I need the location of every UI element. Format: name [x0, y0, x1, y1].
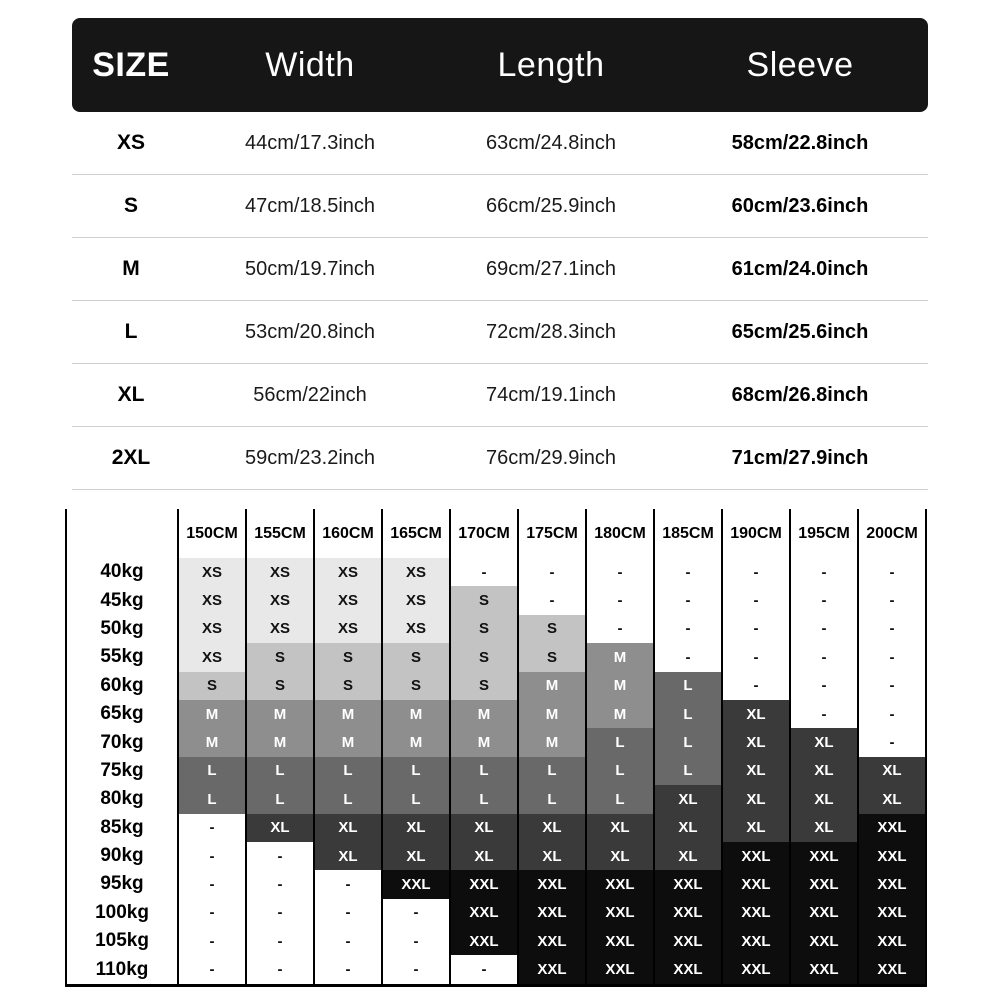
matrix-size-cell: XXL: [859, 955, 927, 983]
matrix-size-cell: XXL: [519, 927, 587, 955]
matrix-size-cell: L: [655, 728, 723, 756]
matrix-size-cell: XS: [315, 615, 383, 643]
matrix-size-cell: S: [315, 643, 383, 671]
matrix-size-cell: L: [383, 785, 451, 813]
size-label: 2XL: [111, 446, 151, 469]
matrix-size-cell: XXL: [859, 899, 927, 927]
matrix-row: [67, 899, 927, 927]
matrix-header-row: [67, 509, 927, 558]
matrix-size-cell: L: [247, 785, 315, 813]
weight-label: 45kg: [67, 586, 179, 614]
matrix-size-cell: XS: [179, 586, 247, 614]
matrix-row: [67, 615, 927, 643]
weight-label: 90kg: [67, 842, 179, 870]
weight-label: 50kg: [67, 615, 179, 643]
sleeve-value: 71cm/27.9inch: [731, 446, 869, 469]
sleeve-value: 65cm/25.6inch: [731, 320, 869, 343]
matrix-size-cell: -: [247, 927, 315, 955]
matrix-size-cell: -: [247, 870, 315, 898]
matrix-size-cell: L: [587, 728, 655, 756]
matrix-size-cell: -: [859, 643, 927, 671]
matrix-size-cell: XXL: [587, 927, 655, 955]
matrix-size-cell: -: [519, 586, 587, 614]
weight-label: 110kg: [67, 955, 179, 983]
matrix-size-cell: M: [179, 700, 247, 728]
size-table-body: [72, 112, 928, 490]
size-label: XS: [116, 131, 145, 154]
height-header-cell: 160CM: [315, 509, 383, 558]
height-header-cell: 200CM: [859, 509, 927, 558]
matrix-size-cell: -: [383, 899, 451, 927]
width-value: 56cm/22inch: [253, 383, 367, 406]
matrix-size-cell: -: [315, 899, 383, 927]
matrix-size-cell: L: [315, 785, 383, 813]
matrix-size-cell: XS: [247, 586, 315, 614]
matrix-size-cell: XL: [383, 842, 451, 870]
matrix-size-cell: XXL: [451, 927, 519, 955]
column-header-sleeve: Sleeve: [746, 45, 854, 84]
matrix-size-cell: -: [179, 927, 247, 955]
matrix-size-cell: XL: [791, 785, 859, 813]
matrix-corner-cell: [67, 509, 179, 558]
matrix-size-cell: XXL: [451, 870, 519, 898]
height-weight-matrix: [65, 509, 927, 987]
matrix-size-cell: -: [587, 615, 655, 643]
matrix-size-cell: -: [791, 586, 859, 614]
weight-label: 40kg: [67, 558, 179, 586]
matrix-row: [67, 672, 927, 700]
matrix-size-cell: -: [791, 615, 859, 643]
matrix-size-cell: XXL: [723, 955, 791, 983]
matrix-size-cell: L: [451, 785, 519, 813]
matrix-size-cell: XL: [655, 814, 723, 842]
height-header-cell: 150CM: [179, 509, 247, 558]
garment-size-table: [72, 18, 928, 490]
matrix-size-cell: -: [179, 842, 247, 870]
matrix-size-cell: XL: [859, 757, 927, 785]
matrix-row: [67, 558, 927, 586]
matrix-size-cell: M: [587, 672, 655, 700]
matrix-size-cell: -: [655, 586, 723, 614]
matrix-size-cell: XS: [179, 615, 247, 643]
matrix-row: [67, 643, 927, 671]
matrix-size-cell: XXL: [791, 870, 859, 898]
matrix-size-cell: S: [451, 672, 519, 700]
matrix-size-cell: -: [859, 700, 927, 728]
matrix-size-cell: -: [723, 643, 791, 671]
matrix-size-cell: XL: [451, 842, 519, 870]
matrix-size-cell: S: [383, 643, 451, 671]
matrix-size-cell: XL: [383, 814, 451, 842]
matrix-row: [67, 814, 927, 842]
height-header-cell: 175CM: [519, 509, 587, 558]
matrix-size-cell: XXL: [723, 870, 791, 898]
height-header-cell: 190CM: [723, 509, 791, 558]
matrix-size-cell: -: [247, 955, 315, 983]
matrix-size-cell: M: [519, 728, 587, 756]
height-header-cell: 185CM: [655, 509, 723, 558]
matrix-size-cell: -: [791, 643, 859, 671]
matrix-size-cell: XS: [179, 558, 247, 586]
matrix-size-cell: M: [383, 700, 451, 728]
matrix-size-cell: XL: [587, 814, 655, 842]
matrix-size-cell: M: [519, 700, 587, 728]
weight-label: 95kg: [67, 870, 179, 898]
matrix-size-cell: M: [451, 700, 519, 728]
weight-label: 65kg: [67, 700, 179, 728]
matrix-size-cell: XXL: [791, 899, 859, 927]
matrix-size-cell: XXL: [451, 899, 519, 927]
matrix-size-cell: XXL: [791, 927, 859, 955]
sleeve-value: 68cm/26.8inch: [731, 383, 869, 406]
matrix-size-cell: -: [315, 870, 383, 898]
size-label: S: [123, 194, 138, 217]
matrix-size-cell: -: [791, 558, 859, 586]
matrix-size-cell: L: [587, 757, 655, 785]
matrix-size-cell: -: [451, 955, 519, 983]
matrix-size-cell: XXL: [859, 927, 927, 955]
size-table-row: [72, 364, 928, 427]
matrix-size-cell: XXL: [383, 870, 451, 898]
matrix-size-cell: -: [587, 586, 655, 614]
matrix-size-cell: S: [519, 643, 587, 671]
matrix-size-cell: XS: [315, 586, 383, 614]
matrix-size-cell: -: [587, 558, 655, 586]
matrix-size-cell: XS: [383, 558, 451, 586]
matrix-size-cell: XXL: [655, 899, 723, 927]
matrix-size-cell: L: [179, 757, 247, 785]
matrix-size-cell: XXL: [791, 955, 859, 983]
weight-label: 60kg: [67, 672, 179, 700]
sleeve-value: 60cm/23.6inch: [731, 194, 869, 217]
matrix-size-cell: -: [383, 927, 451, 955]
matrix-size-cell: XL: [247, 814, 315, 842]
matrix-size-cell: -: [791, 672, 859, 700]
matrix-row: [67, 757, 927, 785]
weight-label: 55kg: [67, 643, 179, 671]
weight-label: 75kg: [67, 757, 179, 785]
size-table-row: [72, 301, 928, 364]
matrix-size-cell: M: [179, 728, 247, 756]
matrix-size-cell: XS: [383, 586, 451, 614]
matrix-size-cell: XL: [723, 728, 791, 756]
matrix-size-cell: XXL: [519, 899, 587, 927]
matrix-size-cell: XL: [519, 814, 587, 842]
matrix-size-cell: M: [247, 728, 315, 756]
matrix-row: [67, 700, 927, 728]
matrix-row: [67, 870, 927, 898]
width-value: 47cm/18.5inch: [244, 194, 376, 217]
matrix-size-cell: XXL: [859, 814, 927, 842]
height-header-cell: 180CM: [587, 509, 655, 558]
matrix-size-cell: S: [519, 615, 587, 643]
matrix-size-cell: S: [383, 672, 451, 700]
matrix-size-cell: XXL: [655, 927, 723, 955]
length-value: 72cm/28.3inch: [485, 320, 617, 343]
height-header-cell: 155CM: [247, 509, 315, 558]
matrix-size-cell: XS: [179, 643, 247, 671]
matrix-size-cell: XL: [315, 842, 383, 870]
matrix-size-cell: M: [587, 700, 655, 728]
matrix-size-cell: XXL: [519, 870, 587, 898]
matrix-size-cell: XL: [791, 757, 859, 785]
size-table-row: [72, 427, 928, 490]
matrix-size-cell: L: [519, 757, 587, 785]
matrix-size-cell: XL: [723, 757, 791, 785]
matrix-size-cell: -: [519, 558, 587, 586]
matrix-size-cell: XS: [247, 615, 315, 643]
matrix-row: [67, 586, 927, 614]
matrix-row: [67, 728, 927, 756]
length-value: 63cm/24.8inch: [485, 131, 617, 154]
matrix-size-cell: L: [655, 700, 723, 728]
matrix-size-cell: XXL: [859, 870, 927, 898]
matrix-size-cell: -: [723, 672, 791, 700]
matrix-size-cell: S: [247, 643, 315, 671]
size-label: M: [122, 257, 140, 280]
height-header-cell: 170CM: [451, 509, 519, 558]
matrix-size-cell: XXL: [859, 842, 927, 870]
weight-label: 105kg: [67, 927, 179, 955]
matrix-size-cell: M: [451, 728, 519, 756]
matrix-size-cell: -: [179, 899, 247, 927]
matrix-size-cell: -: [655, 643, 723, 671]
matrix-size-cell: XL: [655, 785, 723, 813]
weight-label: 70kg: [67, 728, 179, 756]
matrix-size-cell: -: [315, 927, 383, 955]
matrix-size-cell: -: [179, 870, 247, 898]
matrix-size-cell: M: [315, 728, 383, 756]
weight-label: 100kg: [67, 899, 179, 927]
matrix-size-cell: XXL: [655, 870, 723, 898]
matrix-size-cell: XL: [723, 785, 791, 813]
matrix-size-cell: S: [451, 615, 519, 643]
matrix-size-cell: L: [519, 785, 587, 813]
matrix-size-cell: -: [859, 672, 927, 700]
matrix-size-cell: L: [451, 757, 519, 785]
matrix-size-cell: L: [383, 757, 451, 785]
width-value: 59cm/23.2inch: [244, 446, 376, 469]
matrix-size-cell: XL: [655, 842, 723, 870]
matrix-size-cell: -: [247, 899, 315, 927]
size-table-row: [72, 238, 928, 301]
matrix-size-cell: S: [315, 672, 383, 700]
matrix-size-cell: -: [451, 558, 519, 586]
matrix-size-cell: L: [655, 757, 723, 785]
weight-label: 85kg: [67, 814, 179, 842]
matrix-size-cell: S: [179, 672, 247, 700]
matrix-size-cell: XXL: [723, 927, 791, 955]
matrix-size-cell: XXL: [723, 842, 791, 870]
matrix-size-cell: -: [859, 728, 927, 756]
matrix-size-cell: XL: [723, 814, 791, 842]
matrix-size-cell: M: [519, 672, 587, 700]
matrix-size-cell: L: [655, 672, 723, 700]
matrix-size-cell: S: [451, 586, 519, 614]
matrix-size-cell: XL: [315, 814, 383, 842]
matrix-size-cell: XL: [451, 814, 519, 842]
length-value: 66cm/25.9inch: [485, 194, 617, 217]
matrix-size-cell: XXL: [655, 955, 723, 983]
column-header-length: Length: [497, 45, 605, 84]
matrix-size-cell: M: [383, 728, 451, 756]
matrix-row: [67, 927, 927, 955]
length-value: 74cm/19.1inch: [485, 383, 617, 406]
matrix-size-cell: -: [247, 842, 315, 870]
size-table-header: [72, 18, 928, 112]
matrix-size-cell: XL: [859, 785, 927, 813]
matrix-size-cell: XL: [519, 842, 587, 870]
size-table-row: [72, 112, 928, 175]
matrix-size-cell: XXL: [587, 899, 655, 927]
matrix-size-cell: -: [859, 558, 927, 586]
matrix-size-cell: L: [315, 757, 383, 785]
height-header-cell: 165CM: [383, 509, 451, 558]
matrix-size-cell: M: [315, 700, 383, 728]
matrix-row: [67, 785, 927, 813]
sleeve-value: 58cm/22.8inch: [731, 131, 869, 154]
matrix-size-cell: -: [859, 586, 927, 614]
width-value: 44cm/17.3inch: [244, 131, 376, 154]
length-value: 76cm/29.9inch: [485, 446, 617, 469]
length-value: 69cm/27.1inch: [485, 257, 617, 280]
matrix-size-cell: S: [247, 672, 315, 700]
width-value: 50cm/19.7inch: [244, 257, 376, 280]
height-header-cell: 195CM: [791, 509, 859, 558]
matrix-size-cell: -: [179, 955, 247, 983]
weight-label: 80kg: [67, 785, 179, 813]
matrix-size-cell: -: [315, 955, 383, 983]
matrix-size-cell: -: [655, 615, 723, 643]
matrix-size-cell: L: [587, 785, 655, 813]
sleeve-value: 61cm/24.0inch: [731, 257, 869, 280]
matrix-size-cell: XL: [791, 728, 859, 756]
matrix-size-cell: L: [179, 785, 247, 813]
matrix-size-cell: XXL: [723, 899, 791, 927]
matrix-size-cell: -: [723, 558, 791, 586]
matrix-size-cell: XS: [383, 615, 451, 643]
matrix-size-cell: S: [451, 643, 519, 671]
matrix-size-cell: XXL: [519, 955, 587, 983]
matrix-size-cell: XS: [315, 558, 383, 586]
column-header-size: SIZE: [92, 45, 170, 84]
matrix-size-cell: M: [587, 643, 655, 671]
size-label: L: [124, 320, 138, 343]
matrix-body: [67, 558, 927, 984]
matrix-size-cell: -: [723, 586, 791, 614]
matrix-size-cell: -: [383, 955, 451, 983]
matrix-size-cell: XXL: [791, 842, 859, 870]
matrix-size-cell: -: [655, 558, 723, 586]
matrix-size-cell: -: [791, 700, 859, 728]
width-value: 53cm/20.8inch: [244, 320, 376, 343]
matrix-size-cell: L: [247, 757, 315, 785]
matrix-size-cell: XXL: [587, 955, 655, 983]
matrix-size-cell: XL: [723, 700, 791, 728]
size-table-row: [72, 175, 928, 238]
column-header-width: Width: [265, 45, 355, 84]
matrix-size-cell: XXL: [587, 870, 655, 898]
matrix-size-cell: XL: [587, 842, 655, 870]
matrix-size-cell: -: [179, 814, 247, 842]
matrix-row: [67, 955, 927, 983]
matrix-size-cell: -: [723, 615, 791, 643]
matrix-size-cell: XS: [247, 558, 315, 586]
matrix-size-cell: M: [247, 700, 315, 728]
matrix-row: [67, 842, 927, 870]
matrix-size-cell: -: [859, 615, 927, 643]
matrix-size-cell: XL: [791, 814, 859, 842]
size-label: XL: [117, 383, 145, 406]
